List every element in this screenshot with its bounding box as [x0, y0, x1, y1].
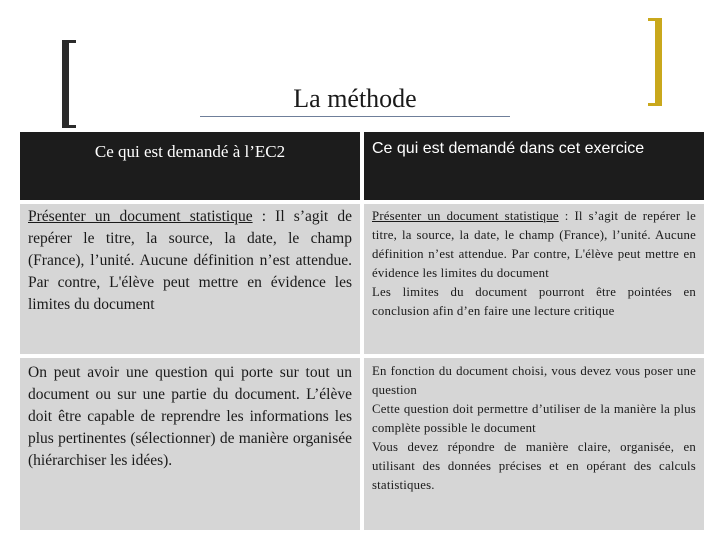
row2-right-line: Cette question doit permettre d’utiliser de la manière la plus complète possible le document — [372, 402, 696, 435]
row1-right-cell — [364, 204, 704, 354]
row1-left-rest: : Il s’agit de repérer le titre, la source, la date, le champ (France), l’unité. Aucune définition n’est attendue. Par contre, L'élève peut mettre en évidence les limites du document — [28, 208, 352, 313]
row2-right-line: Vous devez répondre de manière claire, organisée, en utilisant des données précises et en opérant des calculs statistiques. — [372, 440, 696, 492]
header-left-label: Ce qui est demandé à l’EC2 — [94, 142, 286, 161]
header-right-label: Ce qui est demandé dans cet exercice — [372, 140, 645, 157]
header-cell-right — [364, 132, 704, 200]
row2-left-cell — [20, 358, 360, 530]
row1-left-underlined: Présenter un document statistique — [28, 208, 253, 225]
row1-right-text — [372, 207, 696, 283]
page-title: La méthode — [200, 82, 510, 117]
row2-right-cell — [364, 358, 704, 530]
header-cell-left — [20, 132, 360, 200]
row1-left-text — [28, 206, 352, 316]
row1-left-cell — [20, 204, 360, 354]
row2-left-text: On peut avoir une question qui porte sur tout un document ou sur une partie du document. L’élève doit être capable de reprendre les informations les plus pertinentes (sélectionner) de manière organisée (hiérarchiser les idées). — [28, 364, 352, 469]
row1-right-underlined: Présenter un document statistique — [372, 209, 559, 223]
row1-right-line2: Les limites du document pourront être pointées en conclusion afin d’en faire une lecture critique — [372, 285, 696, 318]
row1-right-rest: : Il s’agit de repérer le titre, la source, la date, le champ (France), l’unité. Aucune définition n’est attendue. Par contre, L'élève peut mettre en évidence les limites du document — [372, 209, 696, 280]
left-bracket-decoration — [62, 40, 76, 128]
row2-right-line: En fonction du document choisi, vous devez vous poser une question — [372, 364, 696, 397]
right-bracket-decoration — [648, 18, 662, 106]
